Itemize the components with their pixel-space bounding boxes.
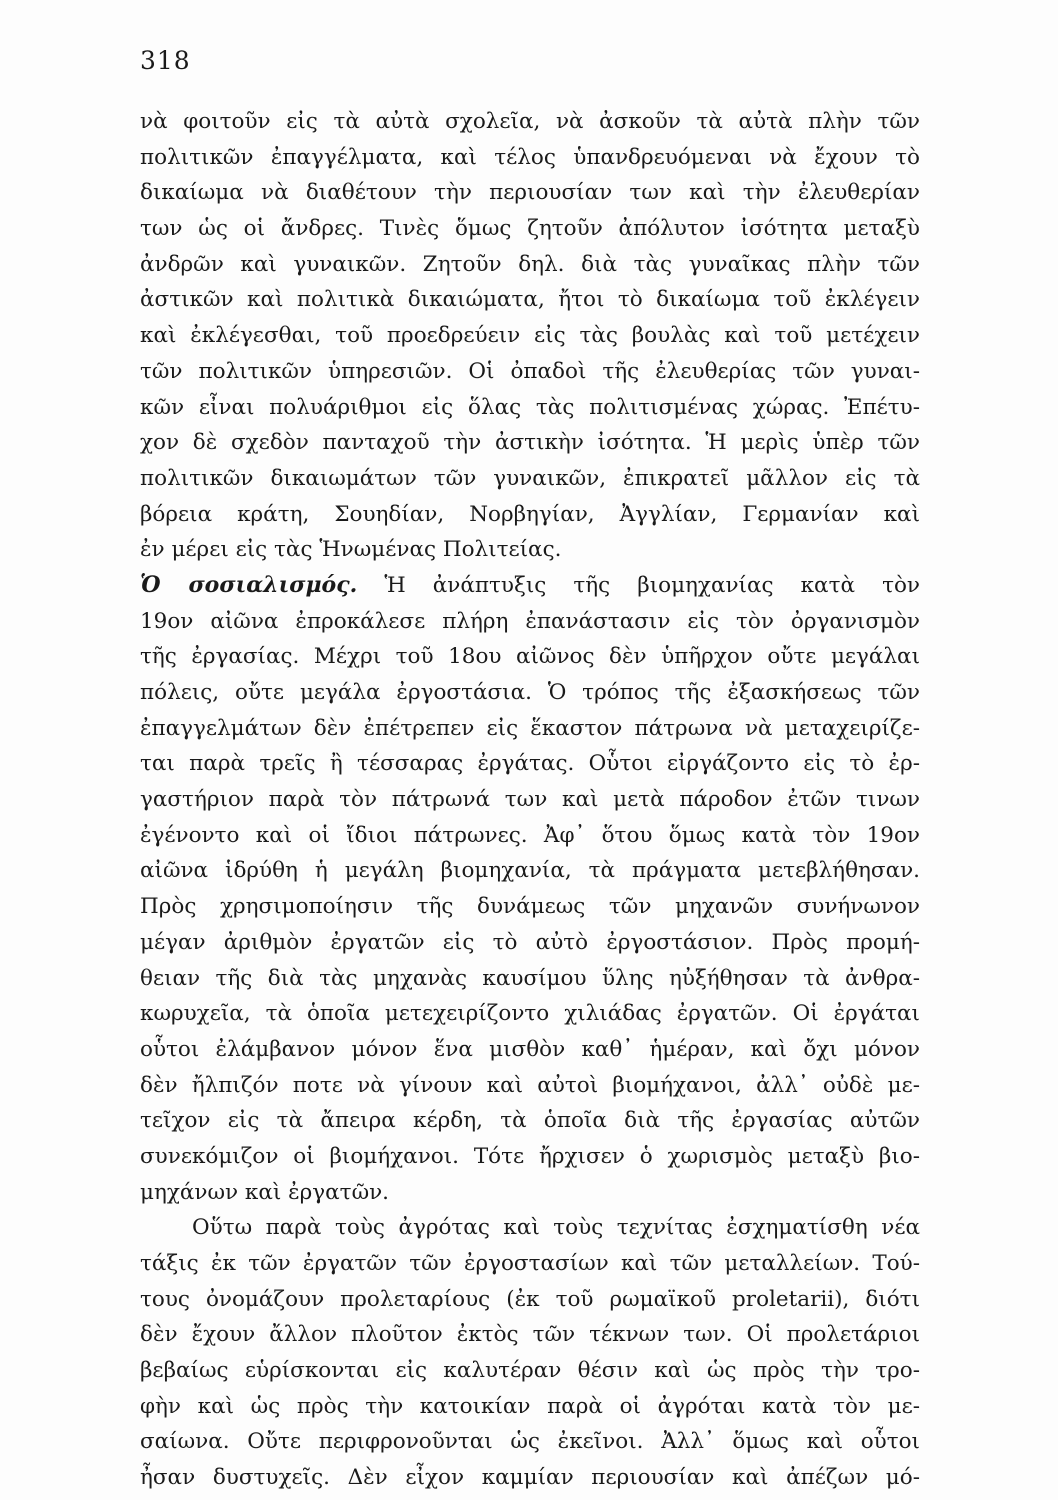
section-heading: Ὁ σοσιαλισμός. [140,571,358,598]
text-line: βεβαίως εὑρίσκονται εἰς καλυτέραν θέσιν καὶ ὡς πρὸς τὴν τρο- [140,1358,920,1384]
text-line: ἦσαν δυστυχεῖς. Δὲν εἶχον καμμίαν περιουσίαν καὶ ἀπέζων μό- [140,1465,920,1491]
text-line: συνεκόμιζον οἱ βιομήχανοι. Τότε ἤρχισεν ὁ χωρισμὸς μεταξὺ βιο- [140,1143,920,1169]
text-line: ἀστικῶν καὶ πολιτικὰ δικαιώματα, ἤτοι τὸ δικαίωμα τοῦ ἐκλέγειν [140,287,920,313]
text-line: ἀνδρῶν καὶ γυναικῶν. Ζητοῦν δηλ. διὰ τὰς γυναῖκας πλὴν τῶν [140,251,920,277]
text-line: κῶν εἶναι πολυάριθμοι εἰς ὅλας τὰς πολιτισμένας χώρας. Ἐπέτυ- [140,394,920,420]
text-line: πολιτικῶν δικαιωμάτων τῶν γυναικῶν, ἐπικρατεῖ μᾶλλον εἰς τὰ [140,465,920,491]
body-text [140,104,920,1496]
text-line: σαίωνα. Οὔτε περιφρονοῦνται ὡς ἐκεῖνοι. Ἀλλ᾽ ὅμως καὶ οὗτοι [140,1429,920,1455]
text-line: ται παρὰ τρεῖς ἢ τέσσαρας ἐργάτας. Οὗτοι εἰργάζοντο εἰς τὸ ἐρ- [140,751,920,777]
text-line: δὲν ἤλπιζόν ποτε νὰ γίνουν καὶ αὐτοὶ βιομήχανοι, ἀλλ᾽ οὐδὲ με- [140,1072,920,1098]
text-line: 19ον αἰῶνα ἐπροκάλεσε πλήρη ἐπανάστασιν εἰς τὸν ὀργανισμὸν [140,608,920,634]
text-line: των ὡς οἱ ἄνδρες. Τινὲς ὅμως ζητοῦν ἀπόλυτον ἰσότητα μεταξὺ [140,216,920,242]
text-line: πόλεις, οὔτε μεγάλα ἐργοστάσια. Ὁ τρόπος τῆς ἐξασκήσεως τῶν [140,680,920,705]
page-number: 318 [140,46,191,75]
text-line: θειαν τῆς διὰ τὰς μηχανὰς καυσίμου ὕλης ηὐξήθησαν τὰ ἀνθρα- [140,965,920,991]
text-line: τῶν πολιτικῶν ὑπηρεσιῶν. Οἱ ὀπαδοὶ τῆς ἐλευθερίας τῶν γυναι- [140,358,920,384]
text-line: ἐπαγγελμάτων δὲν ἐπέτρεπεν εἰς ἕκαστον πάτρωνα νὰ μεταχειρίζε- [140,715,920,741]
text-line: Οὕτω παρὰ τοὺς ἀγρότας καὶ τοὺς τεχνίτας ἐσχηματίσθη νέα [192,1215,920,1241]
text-line: δὲν ἔχουν ἄλλον πλοῦτον ἐκτὸς τῶν τέκνων των. Οἱ προλετάριοι [140,1322,920,1348]
text-line: τῆς ἐργασίας. Μέχρι τοῦ 18ου αἰῶνος δὲν ὑπῆρχον οὔτε μεγάλαι [140,644,920,670]
section-heading-rest: Ἡ ἀνάπτυξις τῆς βιομηχανίας κατὰ τὸν [384,572,920,598]
text-line: χον δὲ σχεδὸν πανταχοῦ τὴν ἀστικὴν ἰσότητα. Ἡ μερὶς ὑπὲρ τῶν [140,430,920,456]
text-line: βόρεια κράτη, Σουηδίαν, Νορβηγίαν, Ἀγγλίαν, Γερμανίαν καὶ [140,501,920,527]
text-line: δικαίωμα νὰ διαθέτουν τὴν περιουσίαν των καὶ τὴν ἐλευθερίαν [140,180,920,206]
text-line: ἐν μέρει εἰς τὰς Ἡνωμένας Πολιτείας. [140,537,562,563]
text-line: τεῖχον εἰς τὰ ἄπειρα κέρδη, τὰ ὁποῖα διὰ τῆς ἐργασίας αὐτῶν [140,1108,920,1134]
text-line: αἰῶνα ἱδρύθη ἡ μεγάλη βιομηχανία, τὰ πράγματα μετεβλήθησαν. [140,858,920,884]
text-line: Πρὸς χρησιμοποίησιν τῆς δυνάμεως τῶν μηχανῶν συνήνωνον [140,894,920,920]
text-line: καὶ ἐκλέγεσθαι, τοῦ προεδρεύειν εἰς τὰς βουλὰς καὶ τοῦ μετέχειν [140,323,920,349]
text-line: μέγαν ἀριθμὸν ἐργατῶν εἰς τὸ αὐτὸ ἐργοστάσιον. Πρὸς προμή- [140,929,920,955]
text-line: ἐγένοντο καὶ οἱ ἴδιοι πάτρωνες. Ἀφ᾽ ὅτου ὅμως κατὰ τὸν 19ον [140,822,920,848]
text-line: μηχάνων καὶ ἐργατῶν. [140,1179,390,1205]
text-line: κωρυχεῖα, τὰ ὁποῖα μετεχειρίζοντο χιλιάδας ἐργατῶν. Οἱ ἐργάται [140,1001,920,1027]
text-line: οὗτοι ἐλάμβανον μόνον ἕνα μισθὸν καθ᾽ ἡμέραν, καὶ ὄχι μόνον [140,1036,920,1062]
section-heading-line [140,568,920,604]
text-line: φὴν καὶ ὡς πρὸς τὴν κατοικίαν παρὰ οἱ ἀγρόται κατὰ τὸν με- [140,1393,920,1419]
text-line: γαστήριον παρὰ τὸν πάτρωνά των καὶ μετὰ πάροδον ἐτῶν τινων [140,787,920,813]
text-line: νὰ φοιτοῦν εἰς τὰ αὐτὰ σχολεῖα, νὰ ἀσκοῦν τὰ αὐτὰ πλὴν τῶν [140,109,920,134]
text-line: τάξις ἐκ τῶν ἐργατῶν τῶν ἐργοστασίων καὶ τῶν μεταλλείων. Τού- [140,1251,920,1276]
text-line: πολιτικῶν ἐπαγγέλματα, καὶ τέλος ὑπανδρευόμεναι νὰ ἔχουν τὸ [140,144,920,170]
text-line: τους ὀνομάζουν προλεταρίους (ἐκ τοῦ ρωμαϊκοῦ proletarii), διότι [140,1286,920,1312]
